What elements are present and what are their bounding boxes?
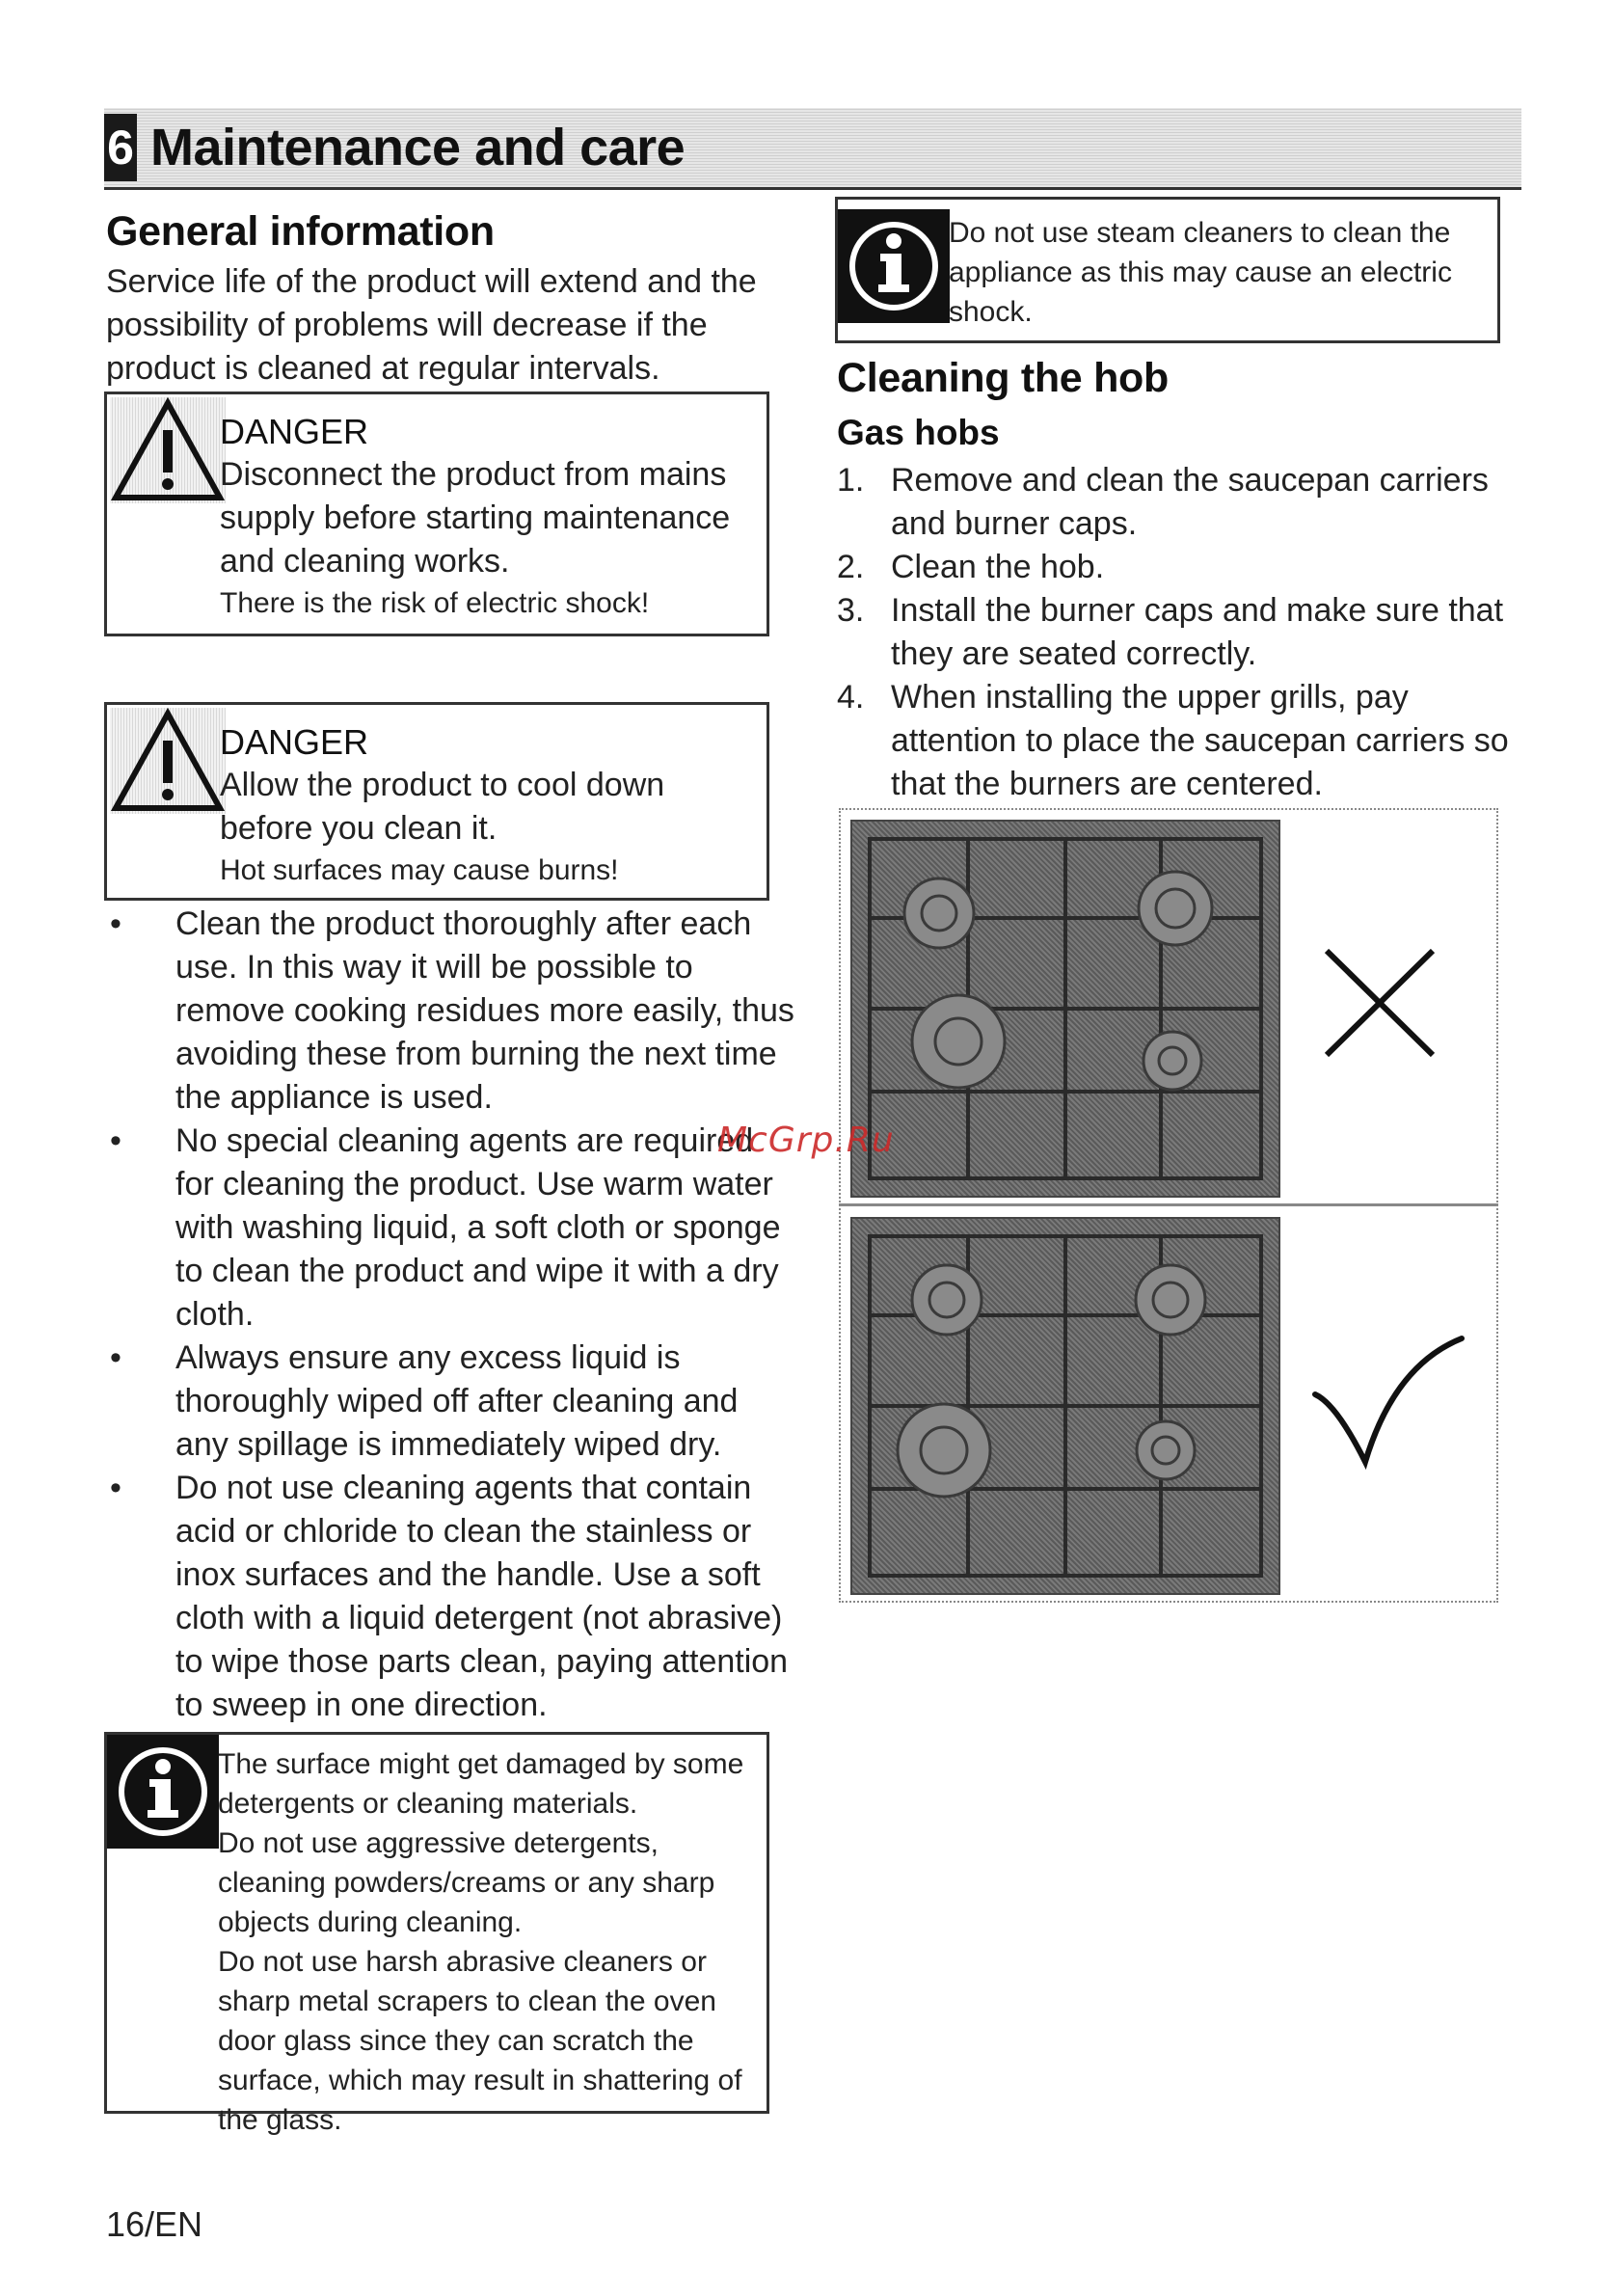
- check-mark-icon: [1307, 1327, 1467, 1476]
- list-item: • Clean the product thoroughly after each use. In this way it will be possible to remove cooking residues more easily, thus avoiding these from burning the next time the appliance is used.: [104, 903, 794, 1120]
- danger-title: DANGER: [220, 412, 369, 451]
- step-number: 1.: [837, 462, 865, 499]
- danger-text: Allow the product to cool down before you clean it.: [220, 767, 665, 847]
- cleaning-hob-heading: Cleaning the hob: [837, 355, 1169, 401]
- cleaning-bullet-list: [104, 903, 794, 1727]
- page-number: 16/EN: [106, 2204, 203, 2244]
- info-text-steam: Do not use steam cleaners to clean the appliance as this may cause an electric shock.: [949, 217, 1452, 328]
- gas-hobs-subheading: Gas hobs: [837, 413, 1000, 452]
- list-item: • No special cleaning agents are required for cleaning the product. Use warm water with washing liquid, a soft cloth or sponge to clean the product and wipe it with a dry cloth.: [104, 1120, 794, 1337]
- step-text: Clean the hob.: [891, 549, 1105, 585]
- info-box-steam: [835, 197, 1500, 343]
- danger-text: Disconnect the product from mains supply before starting maintenance and cleaning works.: [220, 456, 731, 580]
- list-item: [837, 459, 1512, 546]
- watermark: McGrp.Ru: [717, 1121, 895, 1160]
- general-information-heading: General information: [106, 208, 495, 255]
- warning-triangle-icon: [110, 397, 226, 503]
- list-item: [837, 589, 1512, 676]
- list-item: • Always ensure any excess liquid is thoroughly wiped off after cleaning and any spillage is immediately wiped dry.: [104, 1337, 794, 1467]
- chapter-number: 6: [104, 114, 137, 181]
- step-text: Install the burner caps and make sure that they are seated correctly.: [891, 592, 1504, 672]
- step-text: When installing the upper grills, pay attention to place the saucepan carriers so that the burners are centered.: [891, 679, 1509, 802]
- list-item: [837, 676, 1512, 806]
- illustration-divider: [839, 1203, 1498, 1206]
- warning-triangle-icon: [110, 708, 226, 814]
- info-text-abrasive: Do not use harsh abrasive cleaners or sharp metal scrapers to clean the oven door glass since they can scratch the surface, which may result in shattering of the glass.: [218, 1946, 742, 2136]
- info-icon: [107, 1735, 219, 1849]
- step-number: 4.: [837, 679, 865, 716]
- chapter-title: Maintenance and care: [150, 119, 686, 176]
- step-number: 2.: [837, 549, 865, 585]
- step-number: 3.: [837, 592, 865, 629]
- danger-box-hot: [104, 702, 769, 901]
- hob-steps-list: [837, 459, 1512, 806]
- general-intro-text: Service life of the product will extend and the possibility of problems will decrease if the product is cleaned at regular intervals.: [106, 263, 757, 387]
- danger-box-electric: [104, 392, 769, 636]
- info-text-aggressive: Do not use aggressive detergents, cleaning powders/creams or any sharp objects during cleaning.: [218, 1827, 715, 1938]
- hob-correct-image: [850, 1217, 1280, 1595]
- hob-incorrect-image: [850, 820, 1280, 1198]
- cross-mark-icon: [1319, 943, 1440, 1067]
- danger-title: DANGER: [220, 722, 369, 762]
- list-item: [837, 546, 1512, 589]
- info-icon: [838, 209, 950, 323]
- info-text-surface: The surface might get damaged by some detergents or cleaning materials.: [218, 1748, 744, 1820]
- list-item: • Do not use cleaning agents that contain acid or chloride to clean the stainless or inox surfaces and the handle. Use a soft cloth with a liquid detergent (not abrasive) to wipe those parts clean, paying attention to sweep in one direction.: [104, 1467, 794, 1727]
- danger-note: Hot surfaces may cause burns!: [220, 854, 619, 886]
- info-box-detergents: [104, 1732, 769, 2136]
- step-text: Remove and clean the saucepan carriers and burner caps.: [891, 462, 1489, 542]
- danger-note: There is the risk of electric shock!: [220, 587, 650, 619]
